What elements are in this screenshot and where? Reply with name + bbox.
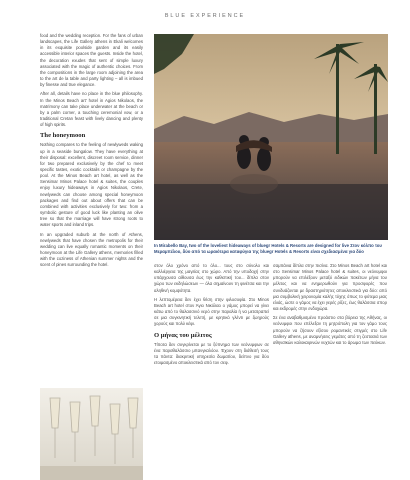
section-header: BLUE EXPERIENCE	[164, 13, 246, 19]
left-text-column	[40, 33, 143, 271]
paragraph: Τίποτα δεν συγκρίνεται με το ξύπνημα των νεόνυμφων σε ένα παραθαλάσσιο μπανγκαλόου. Έχουν στη διάθεσή τους τα πάντα: διακριτική υπηρεσία δωματίου, δείπνο για δύο ετοιμασμένο αποκλειστικά από τον σεφ.	[154, 341, 269, 366]
couple-pool-image	[154, 34, 388, 240]
paragraph: After all, details have no place in the blue philosophy. In the Minos Beach art' hotel in Agios Nikolaos, the matrimony can take place underwater at the beach or by a palm corner, a touching ceremonial vow, or a traditional Cretan feast with lively dancing and plenty of high spirits.	[40, 91, 143, 128]
greek-honeymoon-heading: Ο μήνας του μέλιτος	[154, 331, 212, 339]
paragraph: σαμπάνια δίπλα στην πισίνα. Στο Minos Beach art hotel και στο Sensimar Minos Palace hotel & suites, οι νεόνυμφοι μπορούν να επιλέξουν μεταξύ ειδικών πακέτων μήνα του μέλιτος και να ενημερωθούν για προσφορές που συνδυάζονται με δραστηριότητες αποκλειστικά για δύο: από μια συμβολική χειρονομία καλής τύχης όπως το φύτεμα μιας ελιάς, ώστε ο γάμος να έχει γερές ρίζες, έως θαλάσσια σπορ και εκδρομές στην ενδοχώρα.	[273, 263, 387, 312]
couple-pool-photo	[154, 34, 388, 240]
paragraph: In an upgraded suburb at the north of Athens, newlyweds that have chosen the metropolis for their wedding can live equally romantic moments on their honeymoon at the Life Gallery athens, memories filled with the coziness of Athenian summer nights and the scent of pines surrounding the hotel.	[40, 231, 143, 268]
paragraph: Η λεπτομέρεια δεν έχει θέση στην φιλοσοφία. Στο Minos Beach art hotel στον Άγιο Νικόλαο ο γάμος μπορεί να γίνει κάτω από το θαλασσινό νερό στην παραλία ή να μετατραπεί σε μια συγκινητική τελετή, με κρητικό γλέντι με ζωηρούς χορούς και πολύ κέφι.	[154, 296, 269, 327]
champagne-glasses-image	[40, 388, 143, 480]
paragraph: Σε ένα αναβαθμισμένο προάστιο στα βόρεια της Αθήνας, οι νεόνυμφοι που επέλεξαν τη μητρόπολη για τον γάμο τους μπορούν να ζήσουν εξίσου ρομαντικές στιγμές στο Life Gallery athens, με αναμνήσεις γεμάτες από τη ζεστασιά των αθηναϊκών καλοκαιρινών νυχτών και το άρωμα των πεύκων.	[273, 315, 387, 345]
paragraph: food and the wedding reception. For the fans of urban landscapes, the Life Gallery athens in Ekali welcomes in its exquisite poolside garden and its easily accessible interior spaces the guests. Inside the hotel, the decoration exudes that sent of simple luxury associated with the magic of authentic choices. From the compositions in the large room adjoining the area to the art de la table and party lighting – all is imbued by finesse and true elegance.	[40, 33, 143, 88]
photo-caption: In Mirabello Bay, two of the loveliest hideaways of bluegr Hotels & Resorts are designed for live Στον κόλπο του Μεραμπέλου, δύο από τα ωραιότερα καταφύγια της bluegr Hotels & Resorts είναι σχεδιασμένα για δύο	[154, 243, 382, 254]
right-text-column	[273, 263, 387, 349]
champagne-glasses-photo	[40, 388, 143, 480]
middle-text-column	[154, 263, 269, 369]
paragraph: Nothing compares to the feeling of newlyweds waking up in a seaside bungalow. They have everything at their disposal: excellent, discreet room service, dinner for two prepared exclusively by the chef to meet specific tastes, exotic cocktails or champagne by the pool. At the Minos Beach art hotel, as well as the Sensimar Minos Palace hotel & suites, the couples enjoy luxury hideaways in Agios Nikolaos, Crete, newlyweds can choose among special honeymoon packages and find out about offers that can be combined with activities exclusively for two: from a symbolic gesture of good luck like planting an olive tree so that the marriage will have strong roots to water sports and inland trips.	[40, 142, 143, 228]
paragraph: στον όλο χρόνο από το όλο... τους στο σύνολο και καλλιέργεια της μαγείας στο χώρο. Από την υποδοχή στην υπάρχουσα αίθουσα έως την καθιστική του... δίπλα στον χώρο των εκδηλώσεων — όλα σημαίνουν τη φινέτσα και την αληθινή κομψότητα.	[154, 263, 269, 293]
honeymoon-heading: The honeymoon	[40, 132, 86, 140]
